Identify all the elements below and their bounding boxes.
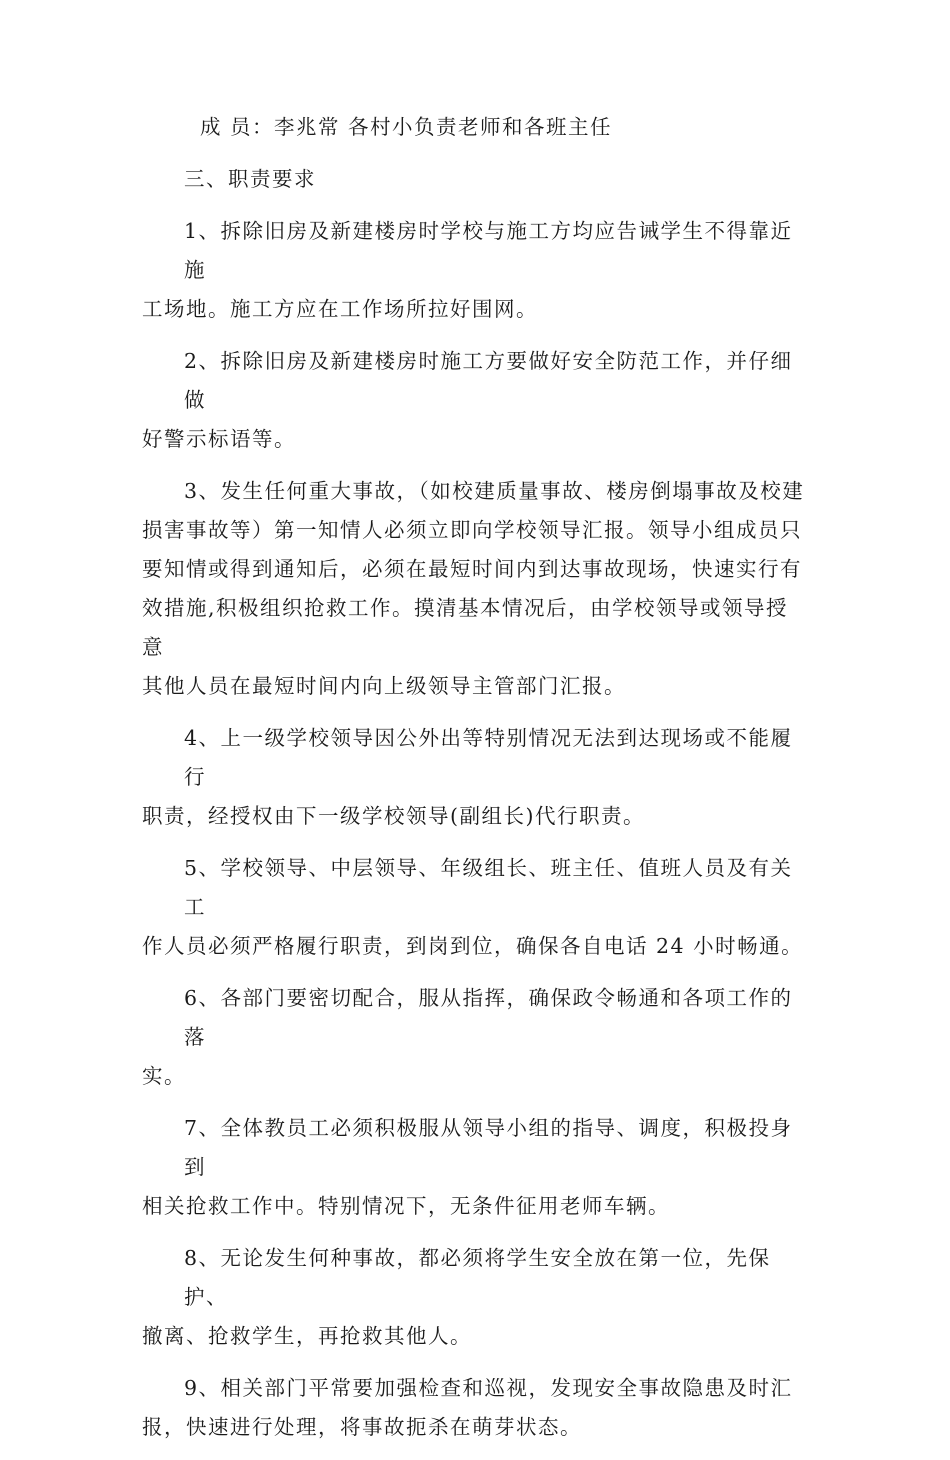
paragraph-4: [142, 719, 808, 836]
paragraph-line: 9、相关部门平常要加强检查和巡视，发现安全事故隐患及时汇: [184, 1376, 793, 1400]
paragraph-5: [142, 849, 808, 966]
paragraph-2: [142, 342, 808, 459]
paragraph-line: 要知情或得到通知后，必须在最短时间内到达事故现场，快速实行有: [142, 557, 802, 581]
paragraph-line: 相关抢救工作中。特别情况下，无条件征用老师车辆。: [142, 1194, 670, 1218]
paragraph-line: 职责，经授权由下一级学校领导(副组长)代行职责。: [142, 804, 645, 828]
paragraph-line: 实。: [142, 1064, 186, 1088]
paragraph-line: 报，快速进行处理，将事故扼杀在萌芽状态。: [142, 1415, 582, 1439]
paragraph-line: 撤离、抢救学生，再抢救其他人。: [142, 1324, 472, 1348]
paragraph-line: 5、学校领导、中层领导、年级组长、班主任、值班人员及有关工: [184, 856, 793, 919]
paragraph-line: 作人员必须严格履行职责，到岗到位，确保各自电话 24 小时畅通。: [142, 934, 804, 958]
paragraph-line: 3、发生任何重大事故，（如校建质量事故、楼房倒塌事故及校建: [184, 479, 805, 503]
paragraph-line: 4、上一级学校领导因公外出等特别情况无法到达现场或不能履行: [184, 726, 793, 789]
members-line: 成 员：李兆常 各村小负责老师和各班主任: [200, 115, 613, 139]
paragraph-line: 8、无论发生何种事故，都必须将学生安全放在第一位，先保护、: [184, 1246, 771, 1309]
paragraph-line: 2、拆除旧房及新建楼房时施工方要做好安全防范工作，并仔细做: [184, 349, 793, 412]
paragraph-line: 损害事故等）第一知情人必须立即向学校领导汇报。领导小组成员只: [142, 518, 802, 542]
paragraph-line: 好警示标语等。: [142, 427, 296, 451]
section-heading: 三、职责要求: [184, 167, 316, 191]
document-body: [142, 108, 808, 1460]
paragraph-3: [142, 472, 808, 706]
paragraph-6: [142, 979, 808, 1096]
paragraph-7: [142, 1109, 808, 1226]
paragraph-line: 其他人员在最短时间内向上级领导主管部门汇报。: [142, 674, 626, 698]
paragraph-line: 1、拆除旧房及新建楼房时学校与施工方均应告诫学生不得靠近施: [184, 219, 793, 282]
paragraph-line: 7、全体教员工必须积极服从领导小组的指导、调度，积极投身到: [184, 1116, 793, 1179]
paragraph-line: 效措施,积极组织抢救工作。摸清基本情况后，由学校领导或领导授意: [142, 596, 789, 659]
paragraph-line: 工场地。施工方应在工作场所拉好围网。: [142, 297, 538, 321]
paragraph-1: [142, 212, 808, 329]
paragraph-line: 6、各部门要密切配合，服从指挥，确保政令畅通和各项工作的落: [184, 986, 793, 1049]
paragraph-8: [142, 1239, 808, 1356]
paragraph-9: [142, 1369, 808, 1447]
